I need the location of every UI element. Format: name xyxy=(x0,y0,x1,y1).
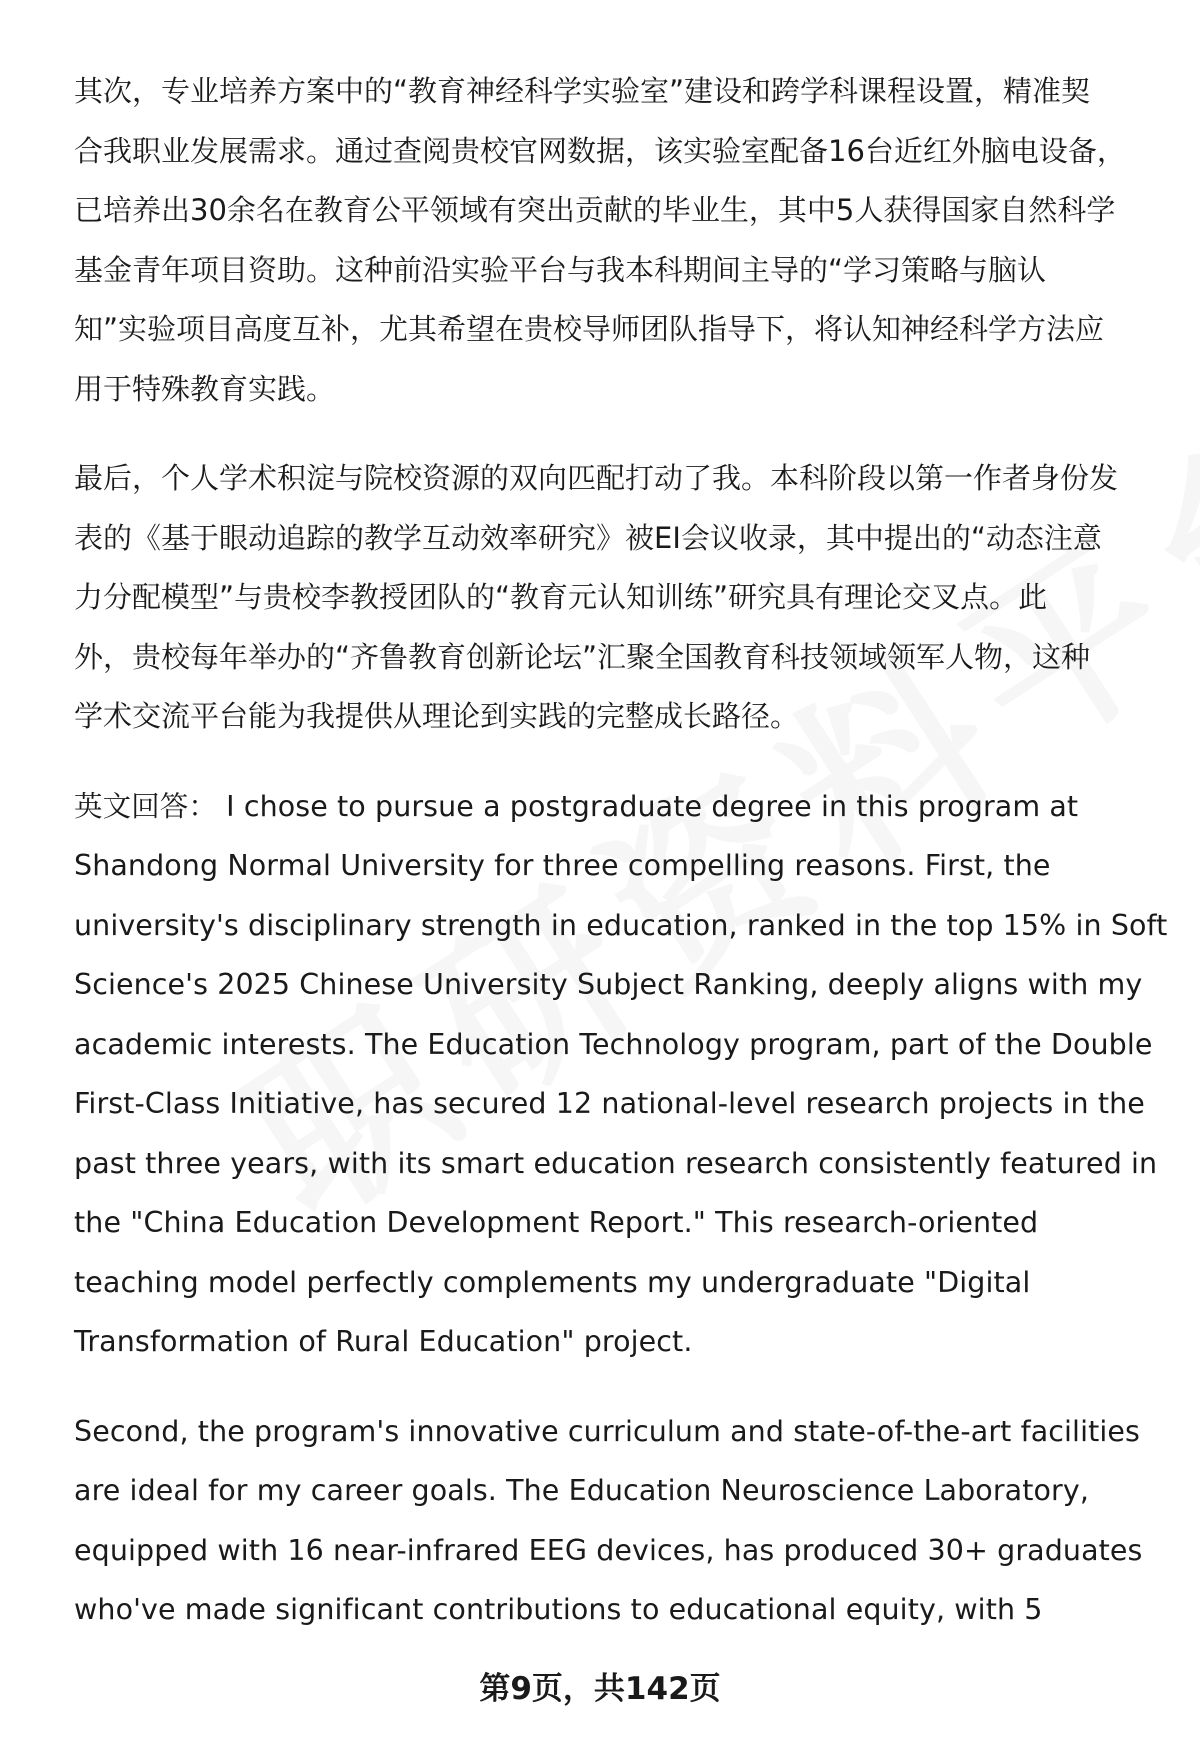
text-line: 英文回答： I chose to pursue a postgraduate degree in this program at xyxy=(74,789,1079,823)
text-line: 基金青年项目资助。这种前沿实验平台与我本科期间主导的“学习策略与脑认 xyxy=(74,252,1047,287)
paragraph-reason-2-zh xyxy=(74,62,1149,419)
text-line: university's disciplinary strength in education, ranked in the top 15% in Soft xyxy=(74,908,1168,942)
text-line: are ideal for my career goals. The Education Neuroscience Laboratory, xyxy=(74,1474,1089,1507)
paragraph-english-answer xyxy=(74,777,1168,1372)
text-line: Shandong Normal University for three compelling reasons. First, the xyxy=(74,849,1051,882)
text-line: academic interests. The Education Technology program, part of the Double xyxy=(74,1027,1153,1061)
text-line: equipped with 16 near-infrared EEG devices, has produced 30+ graduates xyxy=(74,1533,1143,1567)
text-line: past three years, with its smart education research consistently featured in xyxy=(74,1146,1158,1180)
text-line: Second, the program's innovative curriculum and state-of-the-art facilities xyxy=(74,1414,1140,1448)
text-line: 外，贵校每年举办的“齐鲁教育创新论坛”汇聚全国教育科技领域领军人物，这种 xyxy=(74,639,1091,674)
text-line: Science's 2025 Chinese University Subject Ranking, deeply aligns with my xyxy=(74,968,1143,1001)
text-line: 已培养出30余名在教育公平领域有突出贡献的毕业生，其中5人获得国家自然科学 xyxy=(74,193,1116,227)
text-line: 力分配模型”与贵校李教授团队的“教育元认知训练”研究具有理论交叉点。此 xyxy=(74,580,1048,614)
text-line: First-Class Initiative, has secured 12 national-level research projects in the xyxy=(74,1087,1145,1120)
text-line: the "China Education Development Report." This research-oriented xyxy=(74,1206,1039,1239)
text-line: 最后，个人学术积淀与院校资源的双向匹配打动了我。本科阶段以第一作者身份发 xyxy=(74,461,1119,495)
text-line: Transformation of Rural Education" project. xyxy=(74,1325,693,1358)
text-line: 学术交流平台能为我提供从理论到实践的完整成长路径。 xyxy=(74,699,800,733)
text-line: who've made significant contributions to educational equity, with 5 xyxy=(74,1593,1043,1626)
text-line: 用于特殊教育实践。 xyxy=(74,371,336,406)
document-body xyxy=(74,62,1168,1670)
paragraph-reason-3-zh xyxy=(74,449,1149,747)
text-line: 其次，专业培养方案中的“教育神经科学实验室”建设和跨学科课程设置，精准契 xyxy=(74,74,1091,108)
paragraph-english-second xyxy=(74,1402,1149,1640)
text-line: teaching model perfectly complements my undergraduate "Digital xyxy=(74,1265,1031,1299)
page-number-footer: 第9页，共142页 xyxy=(479,1671,721,1707)
text-line: 合我职业发展需求。通过查阅贵校官网数据，该实验室配备16台近红外脑电设备， xyxy=(74,133,1126,168)
text-line: 知”实验项目高度互补，尤其希望在贵校导师团队指导下，将认知神经科学方法应 xyxy=(74,312,1105,346)
text-line: 表的《基于眼动追踪的教学互动效率研究》被EI会议收录，其中提出的“动态注意 xyxy=(74,520,1102,555)
